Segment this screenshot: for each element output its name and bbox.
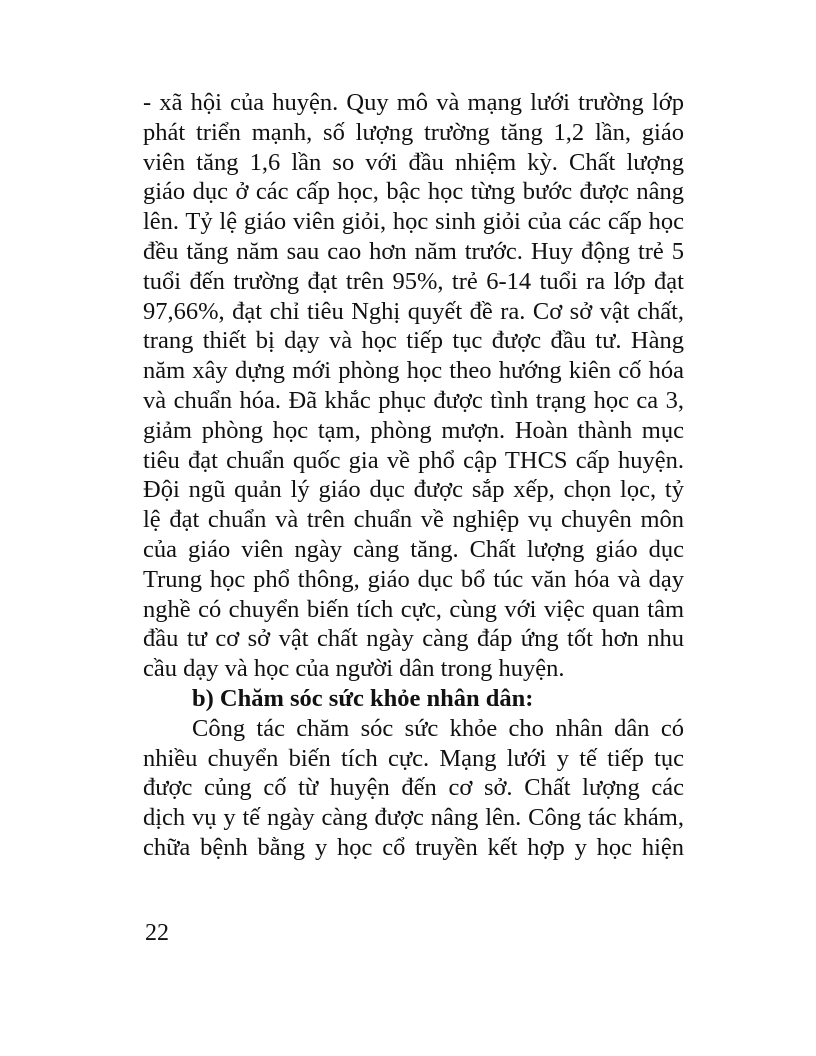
text-line: tuổi đến trường đạt trên 95%, trẻ 6-14 tuổi ra lớp đạt xyxy=(143,267,684,295)
text-line: giáo dục ở các cấp học, bậc học từng bước được nâng xyxy=(143,178,684,206)
text-line: - xã hội của huyện. Quy mô và mạng lưới trường lớp xyxy=(143,89,684,116)
text-line: tiêu đạt chuẩn quốc gia về phổ cập THCS cấp huyện. xyxy=(143,446,684,474)
text-line: trang thiết bị dạy và học tiếp tục được đầu tư. Hàng xyxy=(143,327,684,355)
text-line: lệ đạt chuẩn và trên chuẩn về nghiệp vụ chuyên môn xyxy=(143,506,684,534)
text-line: Công tác chăm sóc sức khỏe cho nhân dân có xyxy=(192,714,684,742)
page-body xyxy=(143,88,684,863)
text-line: của giáo viên ngày càng tăng. Chất lượng giáo dục xyxy=(143,535,684,563)
section-heading: b) Chăm sóc sức khỏe nhân dân: xyxy=(192,684,534,712)
text-line: phát triển mạnh, số lượng trường tăng 1,2 lần, giáo xyxy=(143,118,684,146)
paragraph-education xyxy=(143,88,684,684)
text-line: và chuẩn hóa. Đã khắc phục được tình trạng học ca 3, xyxy=(143,386,684,414)
text-line: chữa bệnh bằng y học cổ truyền kết hợp y học hiện xyxy=(143,833,684,861)
text-line: được củng cố từ huyện đến cơ sở. Chất lượng các xyxy=(143,774,684,802)
text-line: dịch vụ y tế ngày càng được nâng lên. Công tác khám, xyxy=(143,804,684,832)
text-line: đều tăng năm sau cao hơn năm trước. Huy động trẻ 5 xyxy=(143,237,684,265)
text-line: Đội ngũ quản lý giáo dục được sắp xếp, chọn lọc, tỷ xyxy=(143,476,684,504)
text-line: giảm phòng học tạm, phòng mượn. Hoàn thành mục xyxy=(143,416,684,444)
text-line: cầu dạy và học của người dân trong huyện. xyxy=(143,655,565,683)
text-line: nhiều chuyển biến tích cực. Mạng lưới y tế tiếp tục xyxy=(143,744,684,772)
page-number: 22 xyxy=(145,920,169,946)
text-line: lên. Tỷ lệ giáo viên giỏi, học sinh giỏi của các cấp học xyxy=(143,208,684,236)
text-line: năm xây dựng mới phòng học theo hướng kiên cố hóa xyxy=(143,357,684,385)
text-line: 97,66%, đạt chỉ tiêu Nghị quyết đề ra. Cơ sở vật chất, xyxy=(143,297,684,325)
paragraph-healthcare xyxy=(143,714,684,863)
text-line: nghề có chuyển biến tích cực, cùng với việc quan tâm xyxy=(143,595,684,623)
text-line: viên tăng 1,6 lần so với đầu nhiệm kỳ. Chất lượng xyxy=(143,148,684,176)
text-line: Trung học phổ thông, giáo dục bổ túc văn hóa và dạy xyxy=(143,565,684,593)
text-line: đầu tư cơ sở vật chất ngày càng đáp ứng tốt hơn nhu xyxy=(143,625,684,653)
